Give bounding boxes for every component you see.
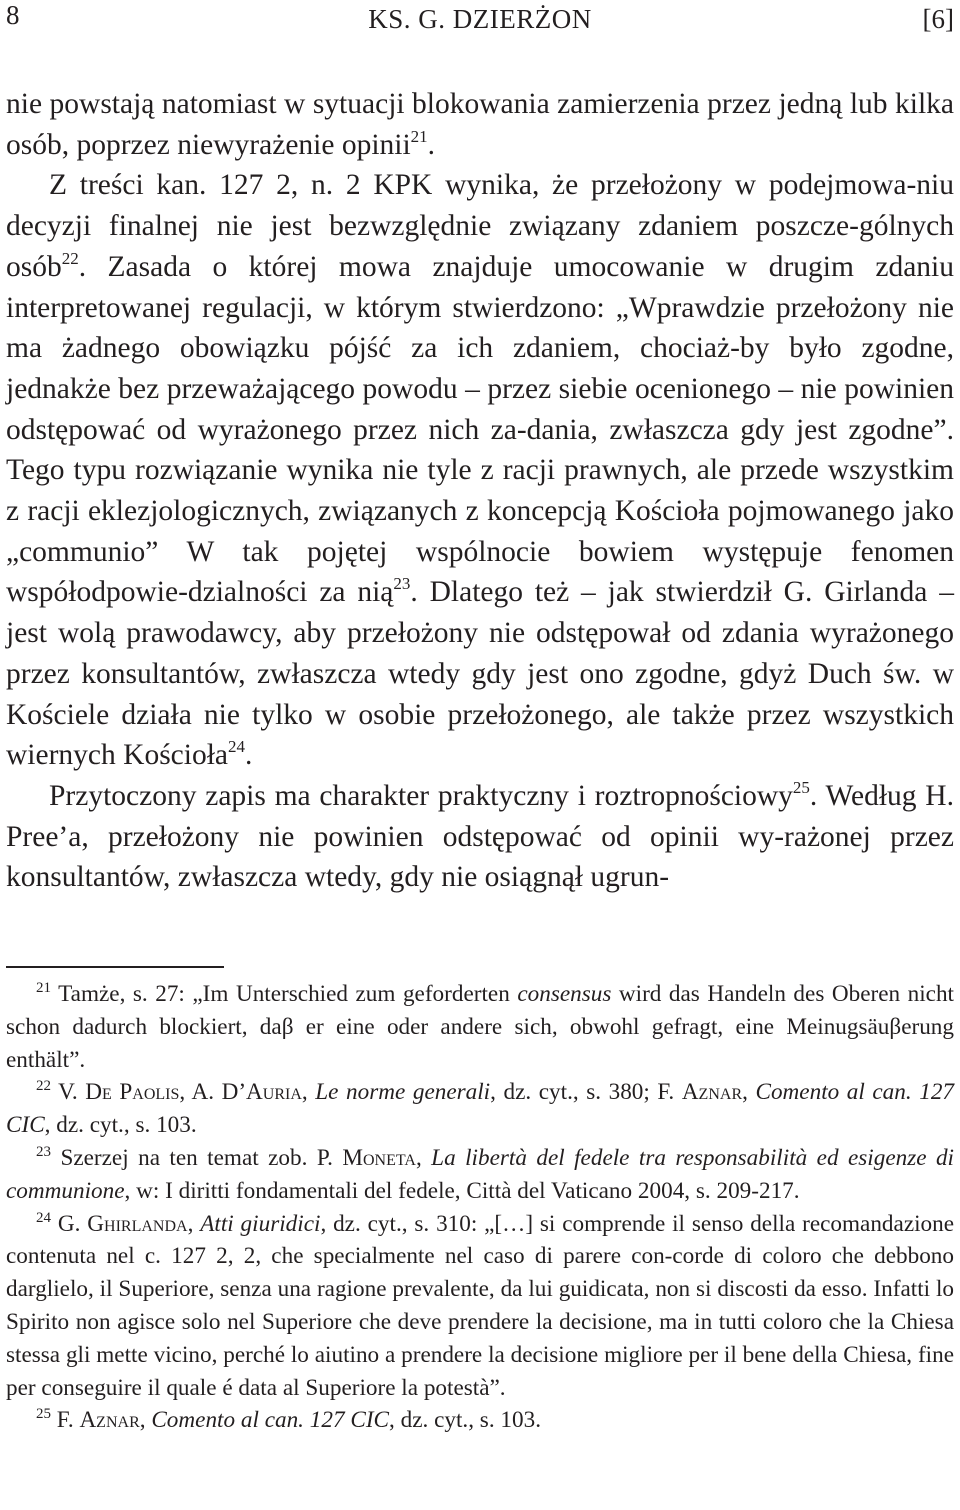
page-header bbox=[0, 0, 960, 44]
paragraph-2-text-a: Z treści kan. 127 2, n. 2 KPK wynika, że przełożony w podejmowa-niu decyzji finalnej nie jest bezwzględnie związany zdaniem poszcze-gólnych osób bbox=[6, 169, 954, 283]
paragraph-2-text-b: . Zasada o której mowa znajduje umocowanie w drugim zdaniu interpretowanej regulacji, w którym stwierdzono: „Wprawdzie przełożony nie ma żadnego obowiązku pójść za ich zdaniem, chociaż-by było zgodne, jednakże bez przeważającego powodu – przez siebie ocenionego – nie powinien odstępować od wyrażonego przez nich za-dania, zwłaszcza gdy jest zgodne”. Tego typu rozwiązanie wynika nie tyle z racji prawnych, ale przede wszystkim z racji eklezjologicznych, związanych z koncepcją Kościoła pojmowanego jako „communio” W tak pojętej wspólnocie bowiem występuje fenomen współodpowie-dzialności za nią bbox=[6, 250, 954, 609]
footnote-text: , bbox=[301, 1079, 316, 1106]
footnote-25 bbox=[6, 1404, 954, 1437]
footnote-text: G. bbox=[57, 1210, 88, 1237]
footnote-text: , dz. cyt., s. 103. bbox=[44, 1112, 197, 1139]
main-text bbox=[6, 84, 954, 898]
footnote-text: Szerzej na ten temat zob. P. bbox=[60, 1144, 343, 1171]
footnote-number: 25 bbox=[36, 1406, 51, 1423]
footnote-text: , dz. cyt., s. 310: „[…] si comprende il senso della recomandazione contenuta nel c. 127 2, 2, che specialmente nel caso di parere con-corde di coloro che debbono darglielo, il Superiore, senza una ragione prevalente, da lui guidicata, non si discosti da esso. Infatti lo Spirito non agisce solo nel Superiore che deve prendere la decisione, ma in tutti coloro che la Chiesa stessa gli mette vicino, perché lo aiutino a prendere la decisione migliore per il bene della Chiesa, fine per conseguire il quale é data al Superiore la potestà”. bbox=[6, 1210, 955, 1401]
work-title: Comento al can. 127 CIC bbox=[151, 1407, 390, 1434]
paragraph-2-text-c: . Dlatego też – jak stwierdził G. Girlanda – jest wolą prawodawcy, aby przełożony nie odstępował od zdania wyrażonego przez konsultantów, zwłaszcza wtedy gdy jest ono zgodne, gdyż Duch św. w Kościele działa nie tylko w osobie przełożonego, ale także przez wszystkich wiernych Kościoła bbox=[6, 576, 954, 772]
paragraph-3-text-a: Przytoczony zapis ma charakter praktyczny i roztropnościowy bbox=[49, 779, 793, 812]
page-number: 8 bbox=[6, 0, 20, 30]
footnote-text: , bbox=[139, 1407, 152, 1434]
footnote-text: , A. bbox=[179, 1079, 222, 1106]
footnote-text: , bbox=[415, 1144, 432, 1171]
footnote-text: F. bbox=[56, 1407, 80, 1434]
footnote-number: 21 bbox=[36, 980, 51, 996]
author-name: Ghirlanda bbox=[87, 1210, 188, 1237]
footnote-ref-23: 23 bbox=[393, 574, 411, 594]
footnote-text: V. bbox=[58, 1079, 86, 1106]
footnote-text: Tamże, s. 27: „Im Unterschied zum geforderten bbox=[58, 981, 518, 1007]
author-name: Aznar bbox=[681, 1079, 743, 1106]
paragraph-1 bbox=[6, 84, 954, 165]
section-number: [6] bbox=[922, 4, 954, 34]
paragraph-3-text-b: . Według H. Pree’a, przełożony nie powinien odstępować od opinii wy-rażonej przez konsultantów, zwłaszcza wtedy, gdy nie osiągnął ugrun- bbox=[6, 779, 954, 894]
footnote-text: , bbox=[742, 1079, 756, 1106]
footnote-text: , dz. cyt., s. 103. bbox=[389, 1407, 542, 1434]
work-title: Atti giuridici bbox=[200, 1210, 321, 1237]
footnote-italic: consensus bbox=[517, 981, 612, 1007]
footnote-ref-21: 21 bbox=[410, 126, 428, 146]
footnote-text: , bbox=[187, 1210, 201, 1237]
footnote-number: 23 bbox=[36, 1143, 51, 1160]
author-name: Aznar bbox=[79, 1407, 140, 1434]
footnote-23 bbox=[6, 1142, 954, 1208]
running-title: KS. G. DZIERŻON bbox=[368, 4, 592, 34]
author-name: De Paolis bbox=[85, 1079, 180, 1106]
footnote-number: 24 bbox=[36, 1209, 51, 1226]
paragraph-2-end: . bbox=[245, 739, 253, 772]
footnote-ref-25: 25 bbox=[792, 777, 810, 797]
footnote-text: , w: I diritti fondamentali del fedele, Città del Vaticano 2004, s. 209-217. bbox=[124, 1177, 800, 1204]
footnote-text: wird das Handeln des Oberen nicht schon dadurch blockiert, daβ er eine oder andere sich, obwohl gefragt, eine Meinugsäuβerung enthält”. bbox=[6, 981, 954, 1073]
paragraph-3 bbox=[6, 776, 954, 898]
footnote-21 bbox=[6, 978, 954, 1076]
footnote-separator bbox=[6, 966, 224, 968]
footnote-text: , dz. cyt., s. 380; F. bbox=[490, 1079, 682, 1106]
footnote-number: 22 bbox=[36, 1078, 51, 1095]
author-name: D’Auria bbox=[221, 1079, 302, 1106]
author-name: Moneta bbox=[342, 1144, 416, 1171]
work-title: Comento al can. 127 CIC bbox=[6, 1079, 955, 1139]
paragraph-1-end: . bbox=[427, 128, 436, 161]
paragraph-2 bbox=[6, 165, 954, 776]
footnote-ref-22: 22 bbox=[61, 248, 79, 268]
paragraph-1-text: nie powstają natomiast w sytuacji blokowania zamierzenia przez jedną lub kilka osób, poprzez niewyrażenie opinii bbox=[6, 88, 954, 161]
work-title: Le norme generali bbox=[315, 1079, 491, 1106]
footnote-24 bbox=[6, 1208, 954, 1405]
footnote-22 bbox=[6, 1076, 954, 1142]
footnotes bbox=[6, 978, 954, 1437]
work-title: La libertà del fedele tra responsabilità ed esigenze di communione bbox=[6, 1144, 954, 1204]
footnote-ref-24: 24 bbox=[228, 737, 245, 757]
